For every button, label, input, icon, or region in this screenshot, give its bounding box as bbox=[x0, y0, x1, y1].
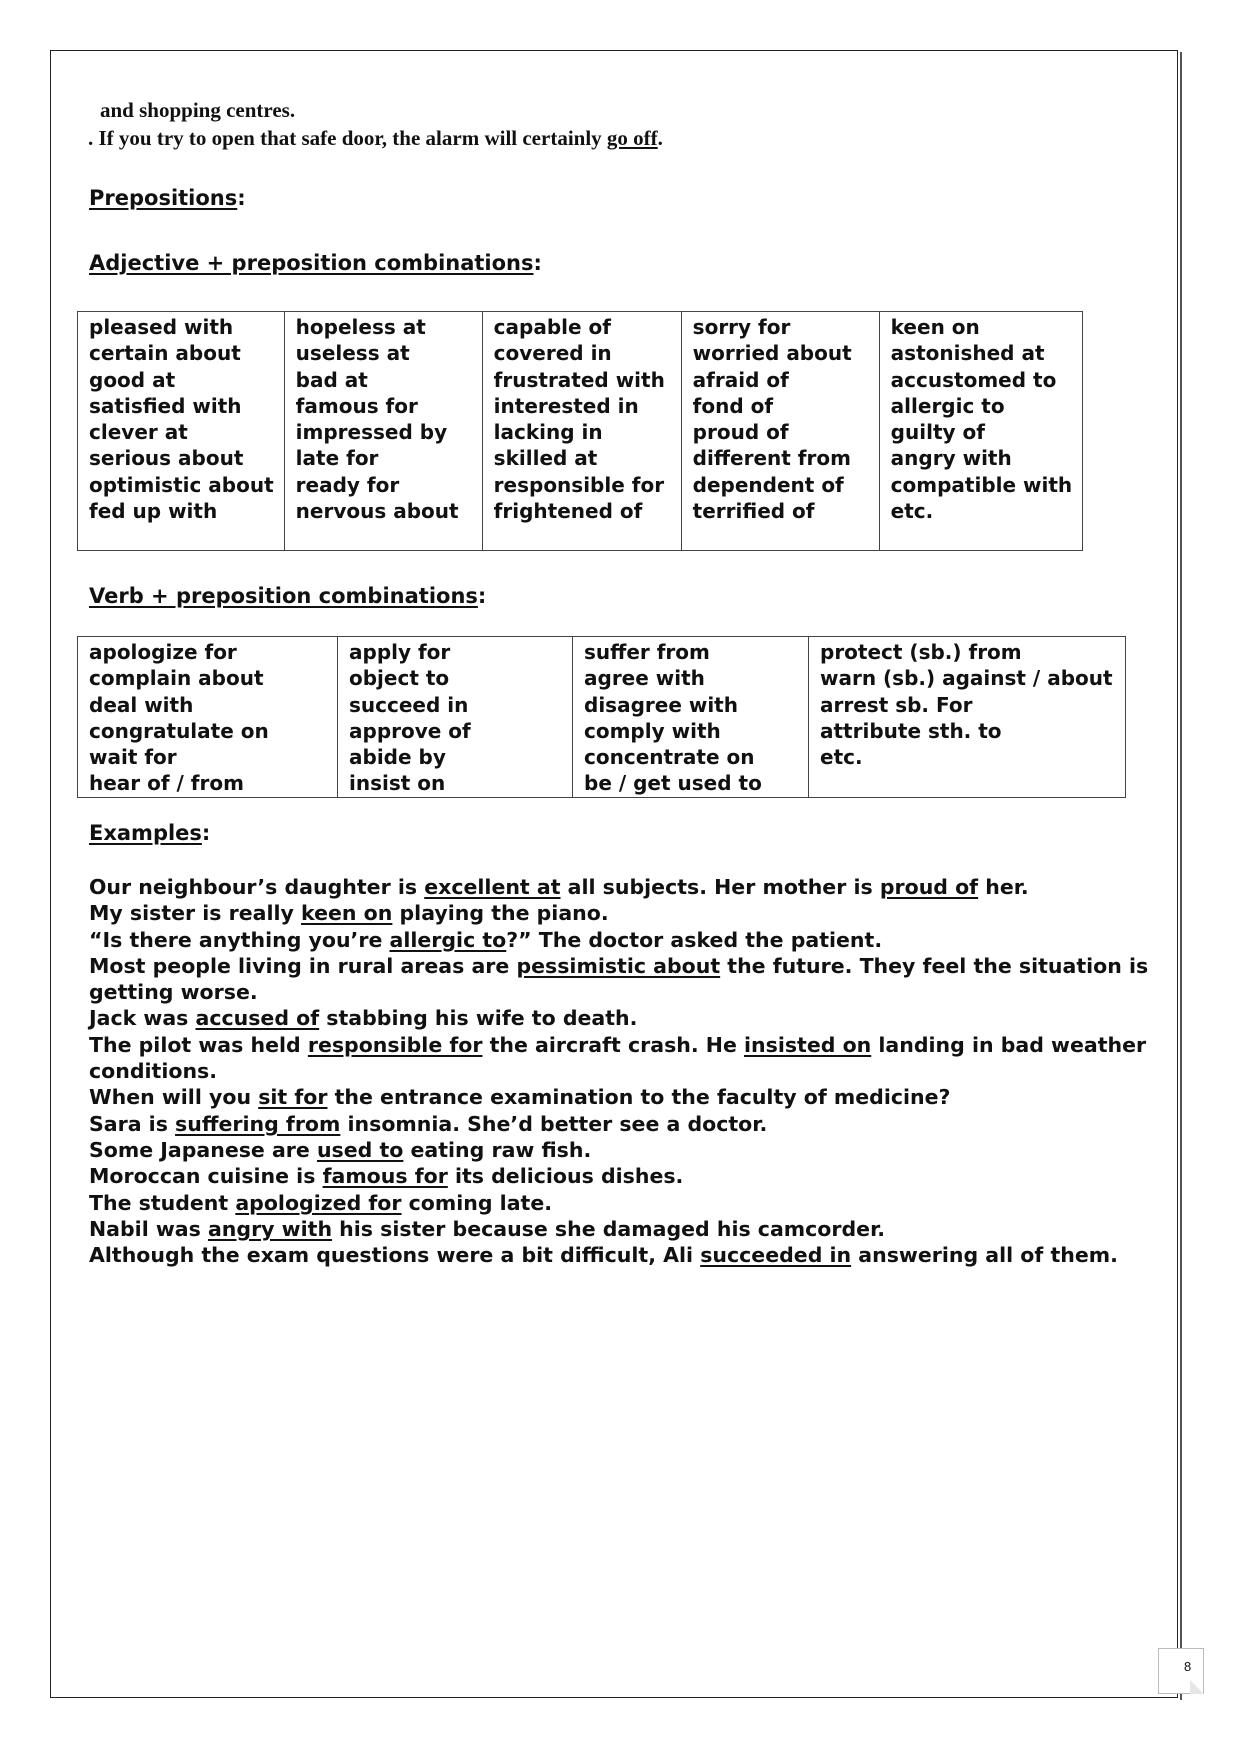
adjective-preposition-item: famous for bbox=[295, 393, 418, 418]
example-text: the entrance examination to the faculty of medicine? bbox=[327, 1085, 951, 1110]
page-number-tab bbox=[1158, 1648, 1204, 1694]
adjective-preposition-item: allergic to bbox=[890, 393, 1005, 418]
example-text: the aircraft crash. He bbox=[482, 1032, 744, 1057]
adjective-preposition-item: bad at bbox=[295, 367, 368, 392]
adjective-preposition-item: sorry for bbox=[692, 315, 791, 339]
verb-preposition-item: insist on bbox=[349, 771, 446, 796]
adjective-preposition-item: etc. bbox=[890, 499, 934, 524]
example-text: Sara is bbox=[89, 1111, 176, 1136]
example-highlighted-phrase: insisted on bbox=[744, 1032, 872, 1057]
adjective-preposition-item: accustomed to bbox=[890, 367, 1057, 392]
adjective-heading-text: Adjective + preposition combinations bbox=[89, 251, 534, 275]
adjective-preposition-item: fed up with bbox=[89, 499, 218, 524]
adjective-preposition-item: worried about bbox=[692, 341, 852, 366]
example-sentence bbox=[89, 1032, 1149, 1085]
example-text: playing the piano. bbox=[392, 901, 609, 926]
example-highlighted-phrase: allergic to bbox=[389, 927, 507, 952]
adjective-preposition-item: optimistic about bbox=[89, 472, 274, 497]
intro-line-1: and shopping centres. bbox=[100, 98, 296, 122]
example-text: coming late. bbox=[401, 1190, 553, 1215]
intro-text bbox=[88, 96, 663, 152]
example-text: The student bbox=[89, 1190, 236, 1215]
adjective-preposition-item: responsible for bbox=[493, 472, 665, 497]
example-text: “Is there anything you’re bbox=[89, 927, 390, 952]
adjective-preposition-item: angry with bbox=[890, 446, 1012, 471]
verb-preposition-item: deal with bbox=[89, 692, 194, 717]
example-text: Jack was bbox=[89, 1006, 196, 1031]
example-highlighted-phrase: sit for bbox=[258, 1085, 328, 1110]
example-sentence bbox=[89, 1005, 1149, 1031]
adjective-preposition-item: astonished at bbox=[890, 341, 1045, 366]
verb-column bbox=[78, 637, 338, 798]
example-highlighted-phrase: pessimistic about bbox=[516, 953, 721, 978]
verb-column bbox=[573, 637, 809, 798]
verb-heading-text: Verb + preposition combinations bbox=[89, 584, 478, 608]
example-text: all subjects. Her mother is bbox=[560, 875, 880, 899]
verb-preposition-item: apply for bbox=[349, 640, 451, 664]
example-sentence bbox=[89, 1216, 1149, 1242]
verb-preposition-item: apologize for bbox=[89, 640, 237, 664]
adjective-preposition-item: afraid of bbox=[692, 367, 789, 392]
adjective-preposition-item: dependent of bbox=[692, 472, 844, 497]
verb-preposition-item: abide by bbox=[349, 745, 446, 770]
verb-column bbox=[338, 637, 573, 798]
adjective-preposition-item: different from bbox=[692, 446, 851, 471]
verb-preposition-item: approve of bbox=[349, 718, 471, 743]
example-text: her. bbox=[978, 875, 1029, 899]
example-text: Although the exam questions were a bit difficult, Ali bbox=[89, 1243, 701, 1268]
example-text: Some Japanese are bbox=[89, 1137, 317, 1162]
example-sentence bbox=[89, 874, 1149, 900]
heading-colon: : bbox=[477, 584, 487, 608]
adjective-preposition-item: keen on bbox=[890, 315, 980, 339]
verb-preposition-item: arrest sb. For bbox=[820, 692, 973, 717]
adjective-preposition-item: pleased with bbox=[89, 315, 234, 339]
example-text: Most people living in rural areas are bbox=[89, 953, 517, 978]
adjective-preposition-item: ready for bbox=[295, 472, 400, 497]
adjective-preposition-item: nervous about bbox=[295, 499, 459, 524]
verb-preposition-item: agree with bbox=[584, 666, 705, 691]
adjective-preposition-item: compatible with bbox=[890, 472, 1073, 497]
example-text: Our neighbour’s daughter is bbox=[89, 875, 425, 899]
example-sentence bbox=[89, 1137, 1149, 1163]
example-highlighted-phrase: proud of bbox=[879, 875, 979, 899]
example-text: stabbing his wife to death. bbox=[319, 1006, 638, 1031]
example-text: My sister is really bbox=[89, 901, 302, 926]
verb-preposition-item: warn (sb.) against / about bbox=[820, 666, 1113, 691]
adjective-preposition-item: interested in bbox=[493, 393, 639, 418]
adjective-heading bbox=[89, 251, 542, 275]
adjective-preposition-item: proud of bbox=[692, 420, 789, 445]
adjective-preposition-item: frightened of bbox=[493, 499, 643, 524]
example-highlighted-phrase: famous for bbox=[322, 1164, 448, 1189]
adjective-preposition-item: lacking in bbox=[493, 420, 603, 445]
adjective-preposition-item: late for bbox=[295, 446, 379, 471]
verb-column bbox=[809, 637, 1126, 798]
page-frame-shadow bbox=[1180, 52, 1182, 1700]
verb-preposition-item: succeed in bbox=[349, 692, 469, 717]
adjective-preposition-item: covered in bbox=[493, 341, 612, 366]
example-highlighted-phrase: used to bbox=[316, 1137, 404, 1162]
adjective-column bbox=[78, 312, 285, 551]
adjective-preposition-item: terrified of bbox=[692, 499, 815, 524]
verb-preposition-item: attribute sth. to bbox=[820, 718, 1002, 743]
adjective-column bbox=[482, 312, 681, 551]
example-highlighted-phrase: succeeded in bbox=[700, 1243, 852, 1268]
intro-line-2-text: . If you try to open that safe door, the alarm will certainly bbox=[88, 126, 607, 150]
heading-colon: : bbox=[201, 821, 211, 845]
verb-preposition-item: protect (sb.) from bbox=[820, 640, 1022, 664]
adjective-preposition-item: guilty of bbox=[890, 420, 985, 445]
adjective-preposition-item: capable of bbox=[493, 315, 611, 339]
adjective-preposition-item: serious about bbox=[89, 446, 244, 471]
example-sentence bbox=[89, 1163, 1149, 1189]
adjective-preposition-item: frustrated with bbox=[493, 367, 665, 392]
page-number: 8 bbox=[1184, 1659, 1192, 1674]
verb-preposition-table bbox=[77, 636, 1126, 798]
example-text: ?” The doctor asked the patient. bbox=[506, 927, 883, 952]
adjective-preposition-item: skilled at bbox=[493, 446, 598, 471]
adjective-preposition-item: certain about bbox=[89, 341, 241, 366]
prepositions-heading-text: Prepositions bbox=[89, 186, 238, 210]
example-highlighted-phrase: responsible for bbox=[307, 1032, 483, 1057]
verb-preposition-item: comply with bbox=[584, 718, 721, 743]
example-text: his sister because she damaged his camcorder. bbox=[332, 1216, 886, 1241]
adjective-preposition-item: satisfied with bbox=[89, 393, 242, 418]
example-sentence bbox=[89, 1190, 1149, 1216]
example-highlighted-phrase: excellent at bbox=[424, 875, 561, 899]
adjective-preposition-item: hopeless at bbox=[295, 315, 426, 339]
intro-line-2 bbox=[88, 124, 663, 152]
example-highlighted-phrase: accused of bbox=[195, 1006, 320, 1031]
page-curl-icon bbox=[1190, 1680, 1204, 1694]
example-highlighted-phrase: suffering from bbox=[175, 1111, 341, 1136]
verb-preposition-item: be / get used to bbox=[584, 771, 762, 796]
example-text: landing in bad weather conditions. bbox=[89, 1032, 1147, 1084]
adjective-preposition-item: good at bbox=[89, 367, 176, 392]
verb-heading bbox=[89, 584, 486, 608]
example-highlighted-phrase: keen on bbox=[301, 901, 393, 926]
verb-preposition-item: concentrate on bbox=[584, 745, 755, 770]
verb-preposition-item: wait for bbox=[89, 745, 177, 770]
verb-preposition-item: disagree with bbox=[584, 692, 738, 717]
example-sentence bbox=[89, 900, 1149, 926]
example-highlighted-phrase: apologized for bbox=[235, 1190, 402, 1215]
adjective-preposition-table bbox=[77, 311, 1083, 551]
adjective-preposition-item: impressed by bbox=[295, 420, 448, 445]
prepositions-heading bbox=[89, 186, 246, 210]
example-text: Moroccan cuisine is bbox=[89, 1164, 323, 1189]
example-sentence bbox=[89, 1084, 1149, 1110]
heading-colon: : bbox=[533, 251, 542, 275]
verb-preposition-item: etc. bbox=[820, 745, 863, 770]
intro-line-2-end: . bbox=[657, 126, 663, 150]
example-sentence bbox=[89, 953, 1149, 1006]
example-highlighted-phrase: angry with bbox=[207, 1216, 333, 1241]
example-text: insomnia. She’d better see a doctor. bbox=[340, 1111, 768, 1136]
example-text: its delicious dishes. bbox=[447, 1164, 684, 1189]
adjective-preposition-item: clever at bbox=[89, 420, 188, 445]
adjective-preposition-item: fond of bbox=[692, 393, 774, 418]
intro-underlined-phrase: go off bbox=[606, 126, 658, 150]
example-text: When will you bbox=[89, 1085, 259, 1110]
example-text: Nabil was bbox=[89, 1216, 208, 1241]
example-text: answering all of them. bbox=[851, 1243, 1118, 1268]
example-sentence bbox=[89, 927, 1149, 953]
example-sentence bbox=[89, 1242, 1149, 1268]
example-sentence bbox=[89, 1111, 1149, 1137]
verb-preposition-item: congratulate on bbox=[89, 718, 269, 743]
example-text: eating raw fish. bbox=[403, 1137, 592, 1162]
examples-heading bbox=[89, 821, 210, 845]
examples-list bbox=[89, 874, 1149, 1268]
verb-preposition-item: complain about bbox=[89, 666, 264, 691]
verb-preposition-item: object to bbox=[349, 666, 450, 691]
adjective-preposition-item: useless at bbox=[295, 341, 410, 366]
adjective-column bbox=[879, 312, 1083, 551]
example-text: The pilot was held bbox=[89, 1032, 308, 1057]
verb-preposition-item: hear of / from bbox=[89, 771, 244, 796]
heading-colon: : bbox=[237, 186, 246, 210]
example-text: the future. They feel the situation is getting worse. bbox=[89, 953, 1149, 1005]
examples-heading-text: Examples bbox=[89, 821, 202, 845]
adjective-column bbox=[284, 312, 482, 551]
verb-preposition-item: suffer from bbox=[584, 640, 710, 664]
adjective-column bbox=[681, 312, 879, 551]
